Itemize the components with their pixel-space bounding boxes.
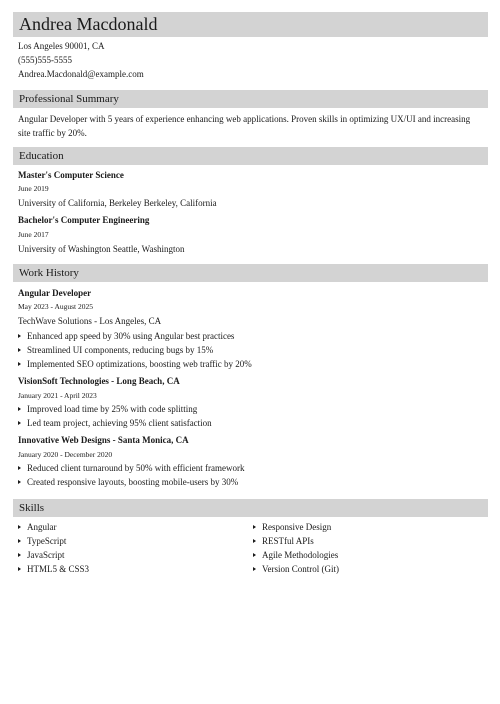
summary-heading: Professional Summary — [13, 90, 488, 108]
skill-item — [253, 536, 314, 546]
skill-item — [18, 550, 65, 560]
name-header: Andrea Macdonald — [13, 12, 488, 37]
skill-text: TypeScript — [27, 536, 67, 546]
job-bullet-text: Streamlined UI components, reducing bugs by 15% — [27, 345, 214, 355]
job-bullet-text: Created responsive layouts, boosting mobile-users by 30% — [27, 477, 239, 487]
bullet-icon — [18, 407, 21, 411]
job-bullet — [18, 477, 238, 487]
skill-item — [253, 550, 338, 560]
education-degree: Master's Computer Science — [18, 170, 124, 180]
skills-heading: Skills — [13, 499, 488, 517]
job-date: May 2023 - August 2025 — [18, 302, 93, 311]
education-heading: Education — [13, 147, 488, 165]
skill-text: Version Control (Git) — [262, 564, 339, 574]
skill-item — [18, 564, 89, 574]
skill-text: Angular — [27, 522, 57, 532]
bullet-icon — [18, 362, 21, 366]
bullet-icon — [253, 539, 256, 543]
skill-text: JavaScript — [27, 550, 65, 560]
job-bullet — [18, 359, 252, 369]
job-bullet — [18, 345, 213, 355]
bullet-icon — [253, 553, 256, 557]
bullet-icon — [18, 480, 21, 484]
job-bullet-text: Enhanced app speed by 30% using Angular best practices — [27, 331, 235, 341]
education-date: June 2019 — [18, 184, 49, 193]
job-title: Angular Developer — [18, 288, 92, 298]
bullet-icon — [18, 539, 21, 543]
bullet-icon — [18, 334, 21, 338]
skill-text: HTML5 & CSS3 — [27, 564, 90, 574]
bullet-icon — [18, 348, 21, 352]
job-title: VisionSoft Technologies - Long Beach, CA — [18, 376, 180, 386]
skill-item — [253, 564, 339, 574]
skill-item — [253, 522, 331, 532]
skill-item — [18, 522, 57, 532]
bullet-icon — [18, 567, 21, 571]
email: Andrea.Macdonald@example.com — [18, 69, 144, 79]
bullet-icon — [18, 525, 21, 529]
job-company: TechWave Solutions - Los Angeles, CA — [18, 316, 162, 326]
education-date: June 2017 — [18, 230, 49, 239]
bullet-icon — [253, 525, 256, 529]
job-bullet-text: Led team project, achieving 95% client satisfaction — [27, 418, 212, 428]
bullet-icon — [18, 553, 21, 557]
job-title: Innovative Web Designs - Santa Monica, CA — [18, 435, 189, 445]
bullet-icon — [18, 466, 21, 470]
bullet-icon — [18, 421, 21, 425]
education-degree: Bachelor's Computer Engineering — [18, 215, 150, 225]
job-bullet — [18, 404, 197, 414]
skill-text: Responsive Design — [262, 522, 332, 532]
job-date: January 2021 - April 2023 — [18, 391, 97, 400]
job-bullet — [18, 331, 234, 341]
summary-text: Angular Developer with 5 years of experience enhancing web applications. Proven skills in optimizing UX/UI and increasing site traffic by 20%. — [18, 114, 471, 138]
job-bullet-text: Implemented SEO optimizations, boosting web traffic by 20% — [27, 359, 252, 369]
work-heading: Work History — [13, 264, 488, 282]
job-bullet — [18, 418, 212, 428]
education-school: University of Washington Seattle, Washington — [18, 244, 185, 254]
job-date: January 2020 - December 2020 — [18, 450, 113, 459]
bullet-icon — [253, 567, 256, 571]
phone: (555)555-5555 — [18, 55, 72, 65]
skill-item — [18, 536, 66, 546]
job-bullet-text: Improved load time by 25% with code splitting — [27, 404, 198, 414]
education-school: University of California, Berkeley Berkeley, California — [18, 198, 217, 208]
job-bullet — [18, 463, 245, 473]
job-bullet-text: Reduced client turnaround by 50% with efficient framework — [27, 463, 245, 473]
address: Los Angeles 90001, CA — [18, 41, 105, 51]
skill-text: RESTful APIs — [262, 536, 314, 546]
skill-text: Agile Methodologies — [262, 550, 339, 560]
